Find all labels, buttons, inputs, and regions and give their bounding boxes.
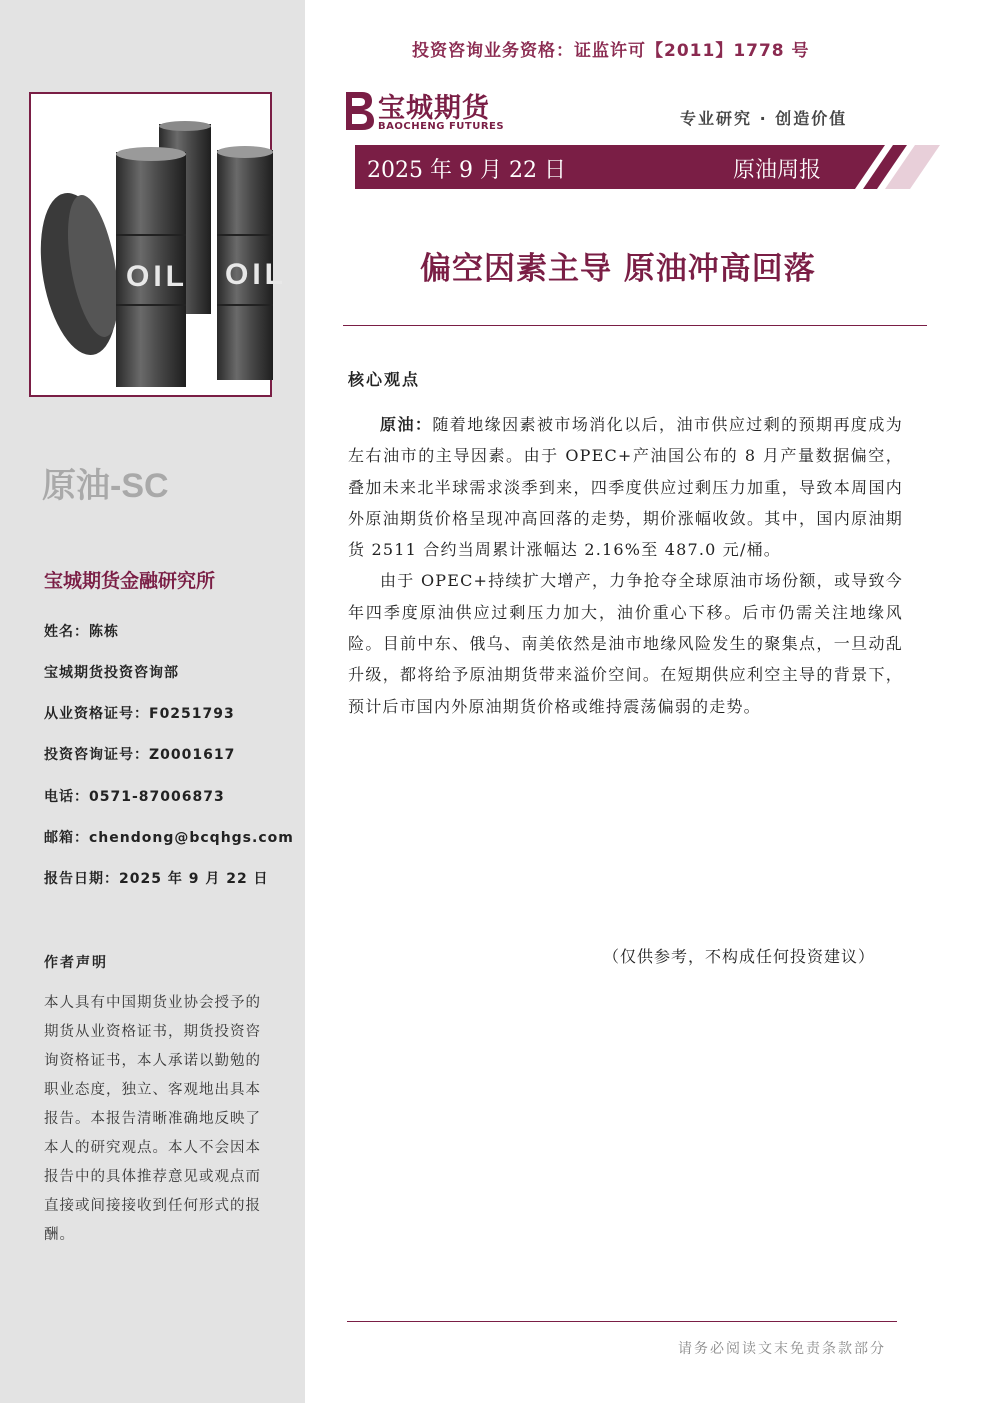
slogan: 专业研究 · 创造价值 <box>680 109 848 128</box>
declaration-body: 本人具有中国期货业协会授予的期货从业资格证书，期货投资咨询资格证书，本人承诺以勤勉的职业态度，独立、客观地出具本报告。本报告清晰准确地反映了本人的研究观点。本人不会因本报告中的具体推荐意见或观点而直接或间接接收到任何形式的报酬。 <box>44 995 261 1243</box>
report-type: 原油周报 <box>733 158 822 183</box>
logo-mark-icon <box>340 88 376 132</box>
department: 宝城期货投资咨询部 <box>44 665 179 681</box>
institute-name: 宝城期货金融研究所 <box>44 570 216 592</box>
qualification-number: 从业资格证号：F0251793 <box>44 706 235 722</box>
category-title: 原油-SC <box>42 467 169 505</box>
paragraph-1-lead: 原油： <box>380 415 433 434</box>
paragraph-1 <box>348 409 903 565</box>
banner-date: 2025 年 9 月 22 日 <box>367 158 566 183</box>
footer-divider <box>347 1321 897 1322</box>
barrel-label-right: OIL <box>225 258 287 291</box>
headline-divider <box>343 325 927 326</box>
barrel-label: OIL <box>126 260 188 293</box>
phone: 电话：0571-87006873 <box>44 789 225 805</box>
company-logo <box>340 86 510 136</box>
license-line: 投资咨询业务资格：证监许可【2011】1778 号 <box>412 41 810 61</box>
paragraph-2: 由于 OPEC+持续扩大增产，力争抢夺全球原油市场份额，或导致今年四季度原油供应过剩压力加大，油价重心下移。后市仍需关注地缘风险。目前中东、俄乌、南美依然是油市地缘风险发生的聚集点，一旦动乱升级，都将给予原油期货带来溢价空间。在短期供应利空主导的背景下，预计后市国内外原油期货价格或维持震荡偏弱的走势。 <box>348 571 903 716</box>
report-headline: 偏空因素主导 原油冲高回落 <box>420 251 816 287</box>
core-view-body <box>348 409 903 722</box>
disclaimer: （仅供参考，不构成任何投资建议） <box>603 947 876 966</box>
email-link[interactable]: 邮箱：chendong@bcqhgs.com <box>44 830 294 846</box>
logo-text-cn: 宝城期货 <box>378 93 490 124</box>
report-date: 报告日期：2025 年 9 月 22 日 <box>44 871 269 887</box>
footer-notice: 请务必阅读文末免责条款部分 <box>678 1341 886 1357</box>
oil-barrels-icon <box>31 94 270 395</box>
oil-barrels-photo <box>29 92 287 397</box>
author-name: 姓名：陈栋 <box>44 624 119 640</box>
section-title: 核心观点 <box>348 370 421 389</box>
logo-text-en: BAOCHENG FUTURES <box>378 121 505 132</box>
consulting-number: 投资咨询证号：Z0001617 <box>44 747 236 763</box>
declaration-title: 作者声明 <box>44 955 108 971</box>
paragraph-1-text: 随着地缘因素被市场消化以后，油市供应过剩的预期再度成为左右油市的主导因素。由于 OPEC+产油国公布的 8 月产量数据偏空，叠加未来北半球需求淡季到来，四季度供应过剩压力加重，导致本周国内外原油期货价格呈现冲高回落的走势，期价涨幅收敛。其中，国内原油期货 2511 合约当周累计涨幅达 2.16%至 487.0 元/桶。 <box>348 415 903 560</box>
